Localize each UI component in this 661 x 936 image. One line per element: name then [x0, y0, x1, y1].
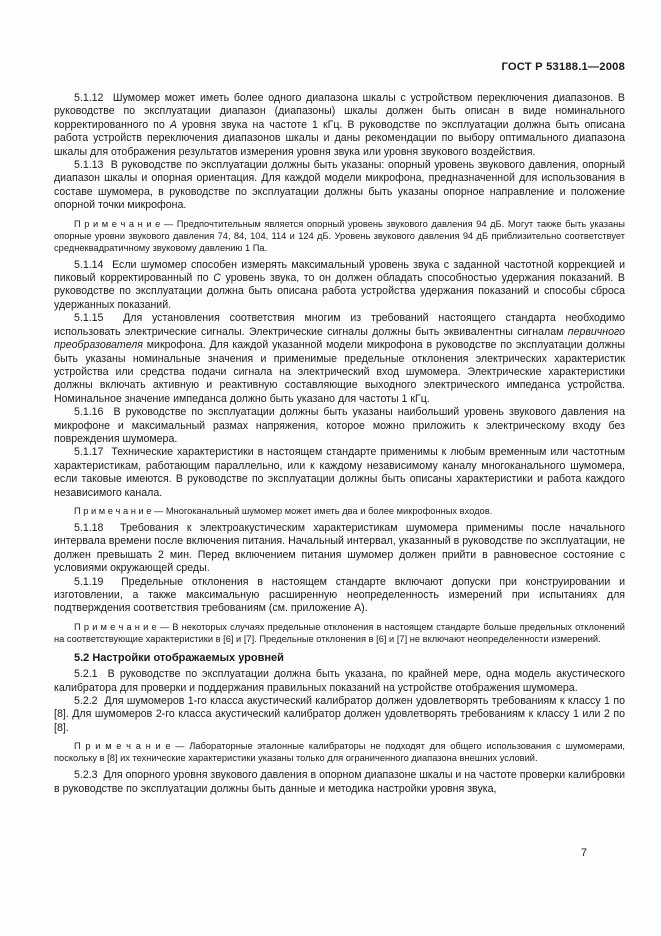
para-5-1-19: 5.1.19 Предельные отклонения в настоящем стандарте включают допуски при конструировании и изготовлении, а также максимальную расширенную неопределенность измерений при испытаниях для подтверждения соответствия требованиям (см. приложение А).	[54, 575, 625, 615]
note-after-5-2-2: П р и м е ч а н и е — Лабораторные эталонные калибраторы не подходят для общего использования с шумомерами, поскольку в [8] их технические характеристики указаны только для ограниченного диапазона внешних условий.	[54, 741, 625, 764]
para-5-1-17: 5.1.17 Технические характеристики в настоящем стандарте применимы к любым временным или частотным характеристикам, работающим параллельно, или к каждому независимому каналу многоканального шумомера, если таковые имеются. В руководстве по эксплуатации должны быть описаны характеристики и работа каждого независимого канала.	[54, 446, 625, 499]
para-5-1-13: 5.1.13 В руководстве по эксплуатации должны быть указаны: опорный уровень звукового давления, опорный диапазон шкалы и опорная ориентация. Для каждой модели микрофона, предназначенной для использования в составе шумомера, в руководстве по эксплуатации должны быть указаны опорное направление и положение опорной точки микрофона.	[54, 159, 625, 212]
text-segment: уровня звука на частоте 1 кГц. В руководстве по эксплуатации должна быть описана работа устройств переключения диапазонов шкалы и даны рекомендации по выбору оптимального диапазона шкалы для отображения результатов измерения уровня звука или уровня звукового воздействия.	[54, 118, 625, 158]
para-5-1-15	[54, 312, 625, 406]
note-after-5-1-19: П р и м е ч а н и е — В некоторых случаях предельные отклонения в настоящем стандарте больше предельных отклонений на соответствующие характеристики в [6] и [7]. Предельные отклонения в [6] и [7] не включают неопределенности измерений.	[54, 621, 625, 644]
italic-term: первичного преобразователя	[54, 325, 625, 352]
para-5-1-12	[54, 92, 625, 159]
para-5-1-14	[54, 259, 625, 313]
document-content	[54, 92, 625, 796]
page-number: 7	[580, 847, 587, 859]
section-heading-5-2: 5.2 Настройки отображаемых уровней	[74, 651, 284, 664]
document-number: ГОСТ Р 53188.1—2008	[501, 61, 625, 73]
italic-term: C	[213, 272, 221, 285]
para-5-2-3: 5.2.3 Для опорного уровня звукового давления в опорном диапазоне шкалы и на частоте проверки калибровки в руководстве по эксплуатации должны быть данные и методика настройки уровня звука,	[54, 769, 625, 795]
para-5-1-16: 5.1.16 В руководстве по эксплуатации должны быть указаны наибольший уровень звукового давления на микрофоне и максимальный размах напряжения, которое можно приложить к электрическому входу без повреждения шумомера.	[54, 406, 625, 445]
text-segment: 5.1.15 Для установления соответствия многим из требований настоящего стандарта необходимо использовать электрические сигналы. Электрические сигналы должны быть эквивалентны сигналам	[54, 312, 625, 338]
note-after-5-1-17: П р и м е ч а н и е — Многоканальный шумомер может иметь два и более микрофонных входов.	[74, 505, 493, 516]
text-segment: 5.1.12 Шумомер может иметь более одного диапазона шкалы с устройством переключения диапазонов. В руководстве по эксплуатации диапазон (диапазоны) шкалы должен быть описан в виде номинального корректированного по	[54, 92, 625, 131]
text-segment: микрофона. Для каждой указанной модели микрофона в руководстве по эксплуатации должны быть указаны номинальные значения и применимые предельные отклонения электрических характеристик устройства или средства подачи сигнала на электрический вход шумомера. Электрические характеристики должны включать активную и реактивную составляющие выходного электрического импеданса устройства. Номинальное значение импеданса должно быть указано для частоты 1 кГц.	[54, 339, 625, 405]
note-after-5-1-13: П р и м е ч а н и е — Предпочтительным является опорный уровень звукового давления 94 дБ. Могут также быть указаны опорные уровни звукового давления 74, 84, 104, 114 и 124 дБ. Уровень звукового давления 94 дБ приблизительно соответствует среднеквадратичному звуковому давлению 1 Па.	[54, 218, 625, 253]
para-5-2-2: 5.2.2 Для шумомеров 1-го класса акустический калибратор должен удовлетворять требованиям к классу 1 по [8]. Для шумомеров 2-го класса акустический калибратор должен удовлетворять требованиям к классу 1 или 2 по [8].	[54, 695, 625, 734]
text-segment: уровень звука, то он должен обладать способностью удержания показаний. В руководстве по эксплуатации должна быть описана работа устройства удержания показаний и способы сброса удержанных показаний.	[54, 272, 625, 311]
italic-term: A	[169, 118, 177, 131]
para-5-2-1: 5.2.1 В руководстве по эксплуатации должна быть указана, по крайней мере, одна модель акустического калибратора для проверки и поддержания правильных показаний на устройстве отображения шумомера.	[54, 668, 625, 694]
para-5-1-18: 5.1.18 Требования к электроакустическим характеристикам шумомера применимы после начального интервала времени после включения питания. Начальный интервал, указанный в руководстве по эксплуатации, не должен превышать 2 мин. Перед включением питания шумомер должен прийти в равновесное состояние с условиями окружающей среды.	[54, 521, 625, 575]
text-segment: 5.1.14 Если шумомер способен измерять максимальный уровень звука с заданной частотной коррекцией и пиковый корректированный по	[54, 258, 625, 285]
